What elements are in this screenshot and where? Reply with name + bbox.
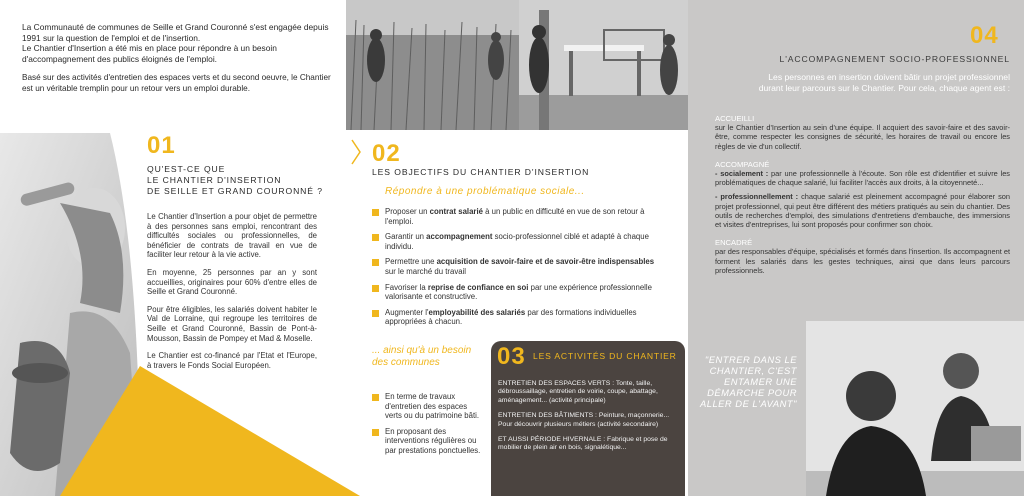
bullet-square-icon (372, 209, 379, 216)
section-04-number: 04 (970, 22, 999, 49)
bullet-square-icon (372, 285, 379, 292)
bullet-square-icon (372, 234, 379, 241)
bullet-square-icon (372, 394, 379, 401)
objective-item: Favoriser la reprise de confiance en soi par une expérience professionnelle valorisante et constructive. (372, 283, 660, 302)
communes-item: En proposant des interventions régulières ou par prestations ponctuelles. (372, 427, 484, 456)
quote-text: "ENTRER DANS LE CHANTIER, C'EST ENTAMER UNE DÉMARCHE POUR ALLER DE L'AVANT" (700, 354, 797, 409)
section-02-number: 02 (372, 140, 401, 167)
arrow-decoration-icon (346, 138, 366, 166)
section-01-title-line-1: QU'EST-CE QUE (147, 164, 226, 174)
intro-paragraph-2: Le Chantier d'Insertion a été mis en place pour répondre à un besoin d'accompagnement des publics éloignés de l'emploi. (22, 43, 277, 64)
section-03-number: 03 (497, 343, 526, 370)
accompagne-heading: ACCOMPAGNÉ (715, 159, 770, 169)
interview-photo (806, 321, 1024, 496)
section-01-paragraph-4: Le Chantier est co-financé par l'Etat et l'Europe, à travers le Fonds Social Européen. (147, 351, 317, 370)
bullet-square-icon (372, 259, 379, 266)
objective-item: Augmenter l'employabilité des salariés par des formations individuelles appropriées à chacun. (372, 308, 660, 327)
section-04-title: L'ACCOMPAGNEMENT SOCIO-PROFESSIONNEL (779, 54, 1010, 64)
section-04-body (715, 114, 1010, 275)
section-02-subtitle-2: ... ainsi qu'à un besoin des communes (372, 345, 472, 368)
intro-paragraph-3: Basé sur des activités d'entretien des espaces verts et du second oeuvre, le Chantier est un véritable tremplin pour un retour vers un emploi durable. (22, 73, 331, 93)
communes-item: En terme de travaux d'entretien des espaces verts ou du patrimoine bâti. (372, 392, 484, 421)
accompagne-social-text: - socialement : par une professionnelle à l'écoute. Son rôle est d'identifier et suivre les problématiques de chaque salarié, lui faciliter l'accès aux droits, à la citoyenneté... (715, 169, 1011, 188)
section-01-paragraph-2: En moyenne, 25 personnes par an y sont accueillies, originaires pour 60% d'entre elles de Seille et Grand Couronné. (147, 267, 317, 297)
objective-item: Permettre une acquisition de savoir-faire et de savoir-être indispensables sur le marché du travail (372, 257, 660, 276)
bullet-square-icon (372, 310, 379, 317)
section-01-title-line-3: DE SEILLE ET GRAND COURONNÉ ? (147, 186, 323, 196)
objective-item: Garantir un accompagnement socio-professionnel ciblé et adapté à chaque individu. (372, 232, 660, 251)
section-02-title: LES OBJECTIFS DU CHANTIER D'INSERTION (372, 167, 590, 177)
section-02-subtitle: Répondre à une problématique sociale... (385, 186, 585, 197)
bullet-square-icon (372, 429, 379, 436)
encadre-heading: ENCADRÉ (715, 238, 753, 248)
intro-text (22, 22, 332, 104)
section-01-number: 01 (147, 132, 176, 159)
activity-item: ET AUSSI PÉRIODE HIVERNALE : Fabrique et pose de mobilier de plein air en bois, signalétique... (498, 436, 668, 452)
workshop-photo (519, 0, 688, 130)
accueilli-text: sur le Chantier d'Insertion au sein d'une équipe. Il acquiert des savoir-faire et des savoir-être, comme respecter les consignes de sécurité, les horaires de travail ou encore les règles de vie d'un collectif. (715, 123, 1010, 151)
section-01-title-line-2: LE CHANTIER D'INSERTION (147, 175, 282, 185)
section-01-title (147, 164, 347, 197)
accueilli-heading: ACCUEILLI (715, 114, 755, 123)
accompagne-pro-text: - professionnellement : chaque salarié est pleinement accompagné pour élaborer son projet professionnel, qui peut être différent des métiers pratiqués au sein du chantier. Des outils de recherches d'emploi, des simulations d'entretiens d'embauche, des immersions et visites d'entreprises, lui sont proposés pour confirmer son choix. (715, 192, 1010, 230)
section-04-lead: Les personnes en insertion doivent bâtir un projet professionnel durant leur parcours sur le Chantier. Pour cela, chaque agent est : (758, 72, 1010, 93)
section-01-paragraph-1: Le Chantier d'Insertion a pour objet de permettre à des personnes sans emploi, rencontrant des difficultés sociales ou professionnelles, de bénéficier de contrats de travail en vue de faciliter leur retour à la vie active. (147, 212, 317, 260)
activity-item: ENTRETIEN DES BÂTIMENTS : Peinture, maçonnerie... Pour découvrir plusieurs métiers (activité secondaire) (498, 412, 670, 428)
intro-paragraph-1: La Communauté de communes de Seille et Grand Couronné s'est engagée depuis 1991 sur la question de l'emploi et de l'insertion. (22, 22, 329, 43)
communes-list (372, 392, 484, 462)
reed-cutting-photo (346, 0, 519, 130)
encadre-text: par des responsables d'équipe, spécialisés et formés dans l'insertion. Ils accompagnent et forment les salariés dans les gestes techniques, ainsi que dans leurs parcours professionnels. (715, 247, 1010, 275)
objectives-list (372, 207, 660, 333)
section-01-paragraph-3: Pour être éligibles, les salariés doivent habiter le Val de Lorraine, qui regroupe les territoires de Seille et Grand Couronné, Bassin de Pont-à-Mousson, Bassin de Pompey et Mad & Moselle. (147, 304, 317, 343)
section-01-body (147, 212, 317, 378)
objective-item: Proposer un contrat salarié à un public en difficulté en vue de son retour à l'emploi. (372, 207, 660, 226)
activities-list (498, 380, 676, 453)
section-03-title: LES ACTIVITÉS DU CHANTIER (533, 351, 677, 361)
activity-item: ENTRETIEN DES ESPACES VERTS : Tonte, taille, débroussaillage, entretien de voirie, coupe, abattage, aménagement... (activité principale) (498, 380, 658, 404)
